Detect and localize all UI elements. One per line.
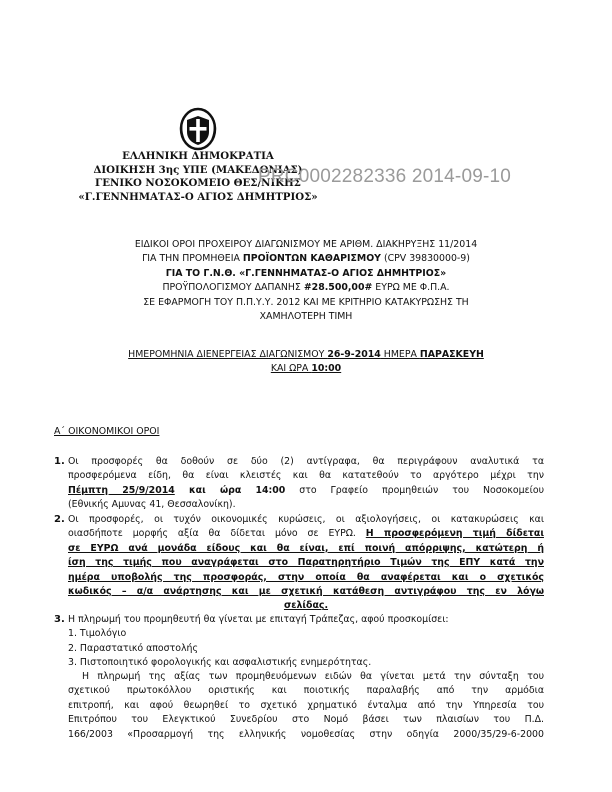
watermark-text: PRC0002282336 2014-09-10 — [258, 166, 512, 187]
header-line-2: ΔΙΟΙΚΗΣΗ 3ης ΥΠΕ (ΜΑΚΕΔΟΝΙΑΣ) — [93, 163, 303, 176]
item-number-3: 3. — [54, 614, 65, 625]
item-number-2: 2. — [54, 514, 65, 525]
item-1: Οι προσφορές θα δοθούν σε δύο (2) αντίγραφα, θα περιγράφουν αναλυτικά τα προσφερόμενα είδη, θα είναι κλειστές και θα κατατεθούν το αργότερο μέχρι την Πέμπτη 25/9/2014 και ώρα 14:00 στο Γραφείο προμηθειών του Νοσοκομείου (Εθνικής Αμυνας 41, Θεσσαλονίκη). — [68, 456, 544, 511]
sub-item-3: 3. Πιστοποιητικό φορολογικής και ασφαλιστικής ενημερότητας. — [68, 657, 372, 669]
tender-date — [0, 348, 612, 377]
title-line-4: ΠΡΟΫΠΟΛΟΓΙΣΜΟΥ ΔΑΠΑΝΗΣ #28.500,00# ΕΥΡΩ ΜΕ Φ.Π.Α. — [162, 282, 450, 294]
sub-item-2: 2. Παραστατικό αποστολής — [68, 642, 198, 654]
date-line-2: ΚΑΙ ΩΡΑ 10:00 — [270, 363, 342, 375]
diavgeia-watermark — [258, 166, 511, 188]
payment-paragraph: Η πληρωμή της αξίας των προμηθευόμενων ειδών θα γίνεται μετά την σύνταξη του σχετικού πρωτοκόλλου οριστικής και ποιοτικής παραλαβής από την αρμόδια επιτροπή, και αφού θεωρηθεί το σχετικό χρηματικό ένταλμα από την Υπηρεσία του Επιτρόπου του Ελεγκτικού Συνεδρίου στο Νομό βάσει των πλαισίων του Π.Δ. 166/2003 «Προσαρμογή της ελληνικής νομοθεσίας στην οδηγία 2000/35/29-6-2000 — [68, 671, 544, 740]
date-line-1: ΗΜΕΡΟΜΗΝΙΑ ΔΙΕΝΕΡΓΕΙΑΣ ΔΙΑΓΩΝΙΣΜΟΥ 26-9-2014 ΗΜΕΡΑ ΠΑΡΑΣΚΕΥΗ — [128, 349, 484, 360]
item-number-1: 1. — [54, 456, 65, 467]
title-line-2: ΓΙΑ ΤΗΝ ΠΡΟΜΗΘΕΙΑ ΠΡΟΪΟΝΤΩΝ ΚΑΘΑΡΙΣΜΟΥ (CPV 39830000-9) — [142, 253, 470, 265]
document-title — [0, 238, 612, 324]
header-line-3: ΓΕΝΙΚΟ ΝΟΣΟΚΟΜΕΙΟ ΘΕΣ/ΝΙΚΗΣ — [95, 177, 301, 189]
header-line-1: ΕΛΛΗΝΙΚΗ ΔΗΜΟΚΡΑΤΙΑ — [122, 150, 274, 162]
greek-emblem — [178, 106, 218, 152]
title-line-6: ΧΑΜΗΛΟΤΕΡΗ ΤΙΜΗ — [259, 311, 353, 323]
budget-amount: #28.500,00# — [303, 282, 373, 294]
section-heading: Α΄ ΟΙΚΟΝΟΜΙΚΟΙ ΟΡΟΙ — [54, 426, 160, 437]
header-line-4: «Γ.ΓΕΝΝΗΜΑΤΑΣ-Ο ΑΓΙΟΣ ΔΗΜΗΤΡΙΟΣ» — [78, 190, 318, 203]
item-2: Οι προσφορές, οι τυχόν οικονομικές κυρώσεις, οι αξιολογήσεις, οι κατακυρώσεις και οιασδήποτε μορφής αξία θα δίδεται μόνο σε ΕΥΡΩ. Η προσφερόμενη τιμή δίδεται σε ΕΥΡΩ ανά μονάδα είδους και θα είναι, επί ποινή απόρριψης, κατώτερη ή ίση της τιμής που αναγράφεται στο Παρατηρητήριο Τιμών της ΕΠΥ κατά την ημέρα υποβολής της προσφοράς, στην οποία θα αναφέρεται και ο σχετικός κωδικός – α/α ανάρτησης και με σχετική κατάθεση αντιγράφου της εν λόγω σελίδας. — [68, 514, 544, 612]
title-line-3: ΓΙΑ ΤΟ Γ.Ν.Θ. «Γ.ΓΕΝΝΗΜΑΤΑΣ-Ο ΑΓΙΟΣ ΔΗΜΗΤΡΙΟΣ» — [165, 267, 447, 279]
title-line-1: ΕΙΔΙΚΟΙ ΟΡΟΙ ΠΡΟΧΕΙΡΟΥ ΔΙΑΓΩΝΙΣΜΟΥ ΜΕ ΑΡΙΘΜ. ΔΙΑΚΗΡΥΞΗΣ 11/2014 — [134, 239, 478, 250]
sub-item-1: 1. Τιμολόγιο — [68, 628, 127, 640]
product-name: ΠΡΟΪΟΝΤΩΝ ΚΑΘΑΡΙΣΜΟΥ — [242, 253, 381, 265]
item-3: Η πληρωμή του προμηθευτή θα γίνεται με επιταγή Τράπεζας, αφού προσκομίσει: 1. Τιμολόγιο 2. Παραστατικό αποστολής 3. Πιστοποιητικό φορολογικής και ασφαλιστικής ενημερότητας. — [68, 613, 544, 671]
title-line-5: ΣΕ ΕΦΑΡΜΟΓΗ ΤΟΥ Π.Π.Υ.Υ. 2012 ΚΑΙ ΜΕ ΚΡΙΤΗΡΙΟ ΚΑΤΑΚΥΡΩΣΗΣ ΤΗ — [143, 296, 469, 308]
